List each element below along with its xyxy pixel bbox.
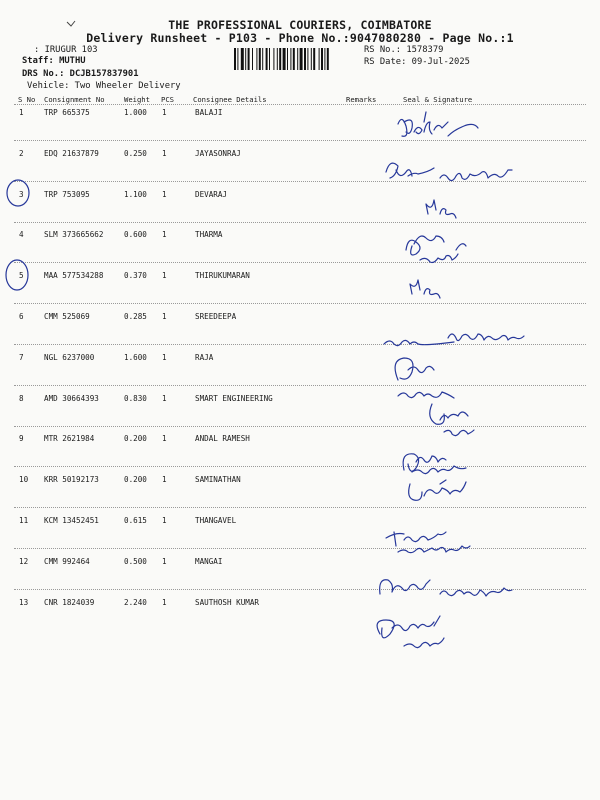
weight-cell: 0.285 [124,312,147,321]
pcs-cell: 1 [162,108,167,117]
col-consignment: Consignment No [44,95,105,104]
sno-cell: 8 [19,393,24,403]
weight-cell: 1.000 [124,108,147,117]
sno-cell: 11 [19,516,29,525]
sno-cell: 12 [19,556,29,566]
consignment-cell: EDQ 21637879 [44,148,99,158]
consignment-cell: TRP 665375 [44,108,90,117]
weight-cell: 0.600 [124,230,147,240]
pcs-cell: 1 [162,271,167,281]
consignment-cell: AMD 30664393 [44,393,99,403]
consignee-cell: SREEDEEPA [195,312,237,321]
consignee-cell: ANDAL RAMESH [195,434,250,444]
vehicle-label: Vehicle: Two Wheeler Delivery [27,81,181,91]
signature-row-11 [386,532,470,553]
pcs-cell: 1 [162,393,167,403]
pcs-cell: 1 [162,148,167,158]
consignment-cell: CNR 1824039 [44,597,95,607]
signature-row-10 [409,480,466,500]
sno-cell: 5 [19,271,24,281]
sno-cell: 3 [19,189,24,199]
consignee-cell: THIRUKUMARAN [195,271,250,281]
weight-cell: 0.830 [124,393,147,403]
consignment-cell: MAA 577534288 [44,271,104,281]
signature-row-12 [380,580,512,596]
sno-cell: 6 [19,312,24,321]
consignee-cell: SAMINATHAN [195,475,241,485]
consignee-cell: MANGAI [195,556,223,566]
col-pcs: PCS [161,95,174,104]
col-sno: S No [18,95,36,104]
sno-cell: 13 [19,597,29,607]
sno-cell: 9 [19,434,24,444]
signature-row-6 [384,334,524,346]
signature-row-7 [395,358,454,398]
consignment-cell: CMM 992464 [44,556,90,566]
signature-row-4 [406,236,466,263]
pcs-cell: 1 [162,434,167,444]
weight-cell: 2.240 [124,597,147,607]
weight-cell: 0.615 [124,516,147,525]
initials-row-5 [410,280,440,298]
consignee-cell: BALAJI [195,108,223,117]
consignee-cell: THARMA [195,230,223,240]
consignee-cell: SMART ENGINEERING [195,393,273,403]
consignment-cell: SLM 373665662 [44,230,104,240]
consignment-cell: MTR 2621984 [44,434,95,444]
signature-row-2 [386,163,512,180]
signature-row-1 [398,112,478,136]
signature-row-13 [377,616,444,648]
consignment-cell: KRR 50192173 [44,475,99,485]
col-weight: Weight [124,95,150,104]
pcs-cell: 1 [162,312,167,321]
staff-label: Staff: MUTHU [22,56,86,66]
sno-cell: 2 [19,148,24,158]
sno-cell: 7 [19,352,24,362]
runsheet-title: Delivery Runsheet - P103 - Phone No.:9047080280 - Page No.:1 [86,31,514,45]
consignee-cell: JAYASONRAJ [195,148,241,158]
company-title: THE PROFESSIONAL COURIERS, COIMBATORE [168,18,432,32]
pcs-cell: 1 [162,230,167,240]
pcs-cell: 1 [162,556,167,566]
sno-cell: 1 [19,108,24,117]
consignee-cell: RAJA [195,352,214,362]
weight-cell: 0.370 [124,271,147,281]
sno-cell: 10 [19,475,29,485]
signature-row-9 [403,454,466,474]
col-seal-signature: Seal & Signature [403,95,473,104]
consignment-cell: TRP 753095 [44,189,90,199]
pcs-cell: 1 [162,475,167,485]
weight-cell: 0.250 [124,148,147,158]
consignment-cell: NGL 6237000 [44,352,95,362]
initials-row-3 [426,200,456,218]
branch-value: IRUGUR 103 [44,45,98,55]
weight-cell: 0.200 [124,434,147,444]
consignee-cell: DEVARAJ [195,189,228,199]
pcs-cell: 1 [162,352,167,362]
signature-row-8 [430,404,474,436]
weight-cell: 0.200 [124,475,147,485]
consignment-cell: CMM 525069 [44,312,90,321]
consignee-cell: THANGAVEL [195,516,237,525]
col-remarks: Remarks [346,95,377,104]
weight-cell: 0.500 [124,556,147,566]
pcs-cell: 1 [162,189,167,199]
rs-number: RS No.: 1578379 [364,45,444,55]
sno-cell: 4 [19,230,24,240]
weight-cell: 1.600 [124,352,147,362]
branch-label: : IRUGUR 103 [34,45,98,55]
pcs-cell: 1 [162,516,167,525]
col-consignee: Consignee Details [193,95,267,104]
drs-number: DRS No.: DCJB157837901 [22,69,139,79]
rs-date: RS Date: 09-Jul-2025 [364,57,470,67]
consignee-cell: SAUTHOSH KUMAR [195,597,260,607]
pcs-cell: 1 [162,597,167,607]
consignment-cell: KCM 13452451 [44,516,99,525]
weight-cell: 1.100 [124,189,147,199]
